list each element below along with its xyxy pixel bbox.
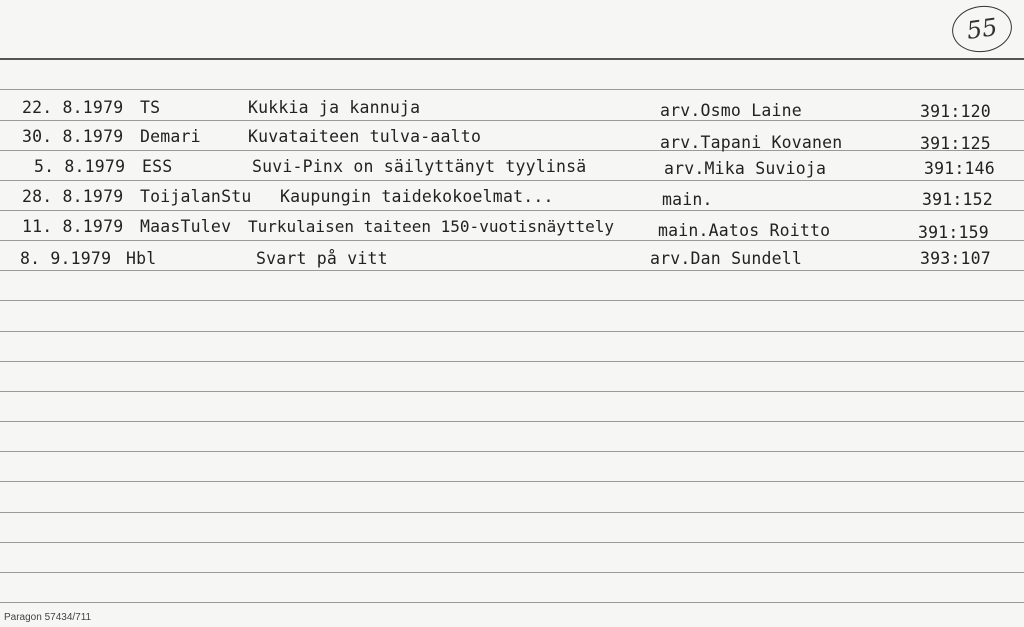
entry-source: TS bbox=[140, 98, 161, 117]
rule-line bbox=[0, 331, 1024, 332]
entry-source: Demari bbox=[140, 127, 201, 146]
entry-source: ToijalanStu bbox=[140, 187, 252, 206]
entry-title: Kukkia ja kannuja bbox=[248, 98, 421, 117]
header-rule bbox=[0, 58, 1024, 60]
entry-author: main.Aatos Roitto bbox=[658, 221, 831, 240]
entry-row bbox=[0, 249, 1024, 273]
rule-line bbox=[0, 361, 1024, 362]
entry-author: arv.Mika Suvioja bbox=[664, 159, 827, 178]
entry-source: MaasTulev bbox=[140, 217, 232, 236]
entry-title: Turkulaisen taiteen 150-vuotisnäyttely bbox=[248, 217, 615, 236]
entry-date: 8. 9.1979 bbox=[20, 249, 112, 268]
entry-row bbox=[0, 98, 1024, 122]
rule-line bbox=[0, 602, 1024, 603]
entry-date: 22. 8.1979 bbox=[22, 98, 124, 117]
entry-row bbox=[0, 187, 1024, 211]
entry-row bbox=[0, 127, 1024, 151]
entry-author: main. bbox=[662, 190, 713, 209]
entry-code: 391:159 bbox=[918, 223, 989, 242]
rule-line bbox=[0, 300, 1024, 301]
rule-line bbox=[0, 89, 1024, 90]
entry-code: 391:152 bbox=[922, 190, 993, 209]
entry-author: arv.Osmo Laine bbox=[660, 101, 802, 120]
entry-title: Kuvataiteen tulva-aalto bbox=[248, 127, 482, 146]
card-printer-mark: Paragon 57434/711 bbox=[4, 612, 92, 623]
rule-line bbox=[0, 542, 1024, 543]
rule-line bbox=[0, 451, 1024, 452]
rule-line bbox=[0, 391, 1024, 392]
entry-date: 5. 8.1979 bbox=[34, 157, 126, 176]
entry-date: 11. 8.1979 bbox=[22, 217, 124, 236]
entry-author: arv.Tapani Kovanen bbox=[660, 133, 843, 152]
entry-title: Kaupungin taidekokoelmat... bbox=[280, 187, 554, 206]
entry-source: ESS bbox=[142, 157, 173, 176]
entry-row bbox=[0, 157, 1024, 181]
entry-title: Suvi-Pinx on säilyttänyt tyylinsä bbox=[252, 157, 587, 176]
entry-code: 391:120 bbox=[920, 102, 991, 121]
rule-line bbox=[0, 481, 1024, 482]
entry-date: 30. 8.1979 bbox=[22, 127, 124, 146]
entry-title: Svart på vitt bbox=[256, 249, 388, 268]
rule-line bbox=[0, 572, 1024, 573]
page-number-circle: 55 bbox=[949, 2, 1015, 56]
rule-line bbox=[0, 512, 1024, 513]
entry-code: 391:146 bbox=[924, 159, 995, 178]
rule-line bbox=[0, 421, 1024, 422]
entry-code: 393:107 bbox=[920, 249, 991, 268]
entry-code: 391:125 bbox=[920, 134, 991, 153]
entry-date: 28. 8.1979 bbox=[22, 187, 124, 206]
entry-row bbox=[0, 217, 1024, 241]
entry-author: arv.Dan Sundell bbox=[650, 249, 803, 268]
entry-source: Hbl bbox=[126, 249, 157, 268]
